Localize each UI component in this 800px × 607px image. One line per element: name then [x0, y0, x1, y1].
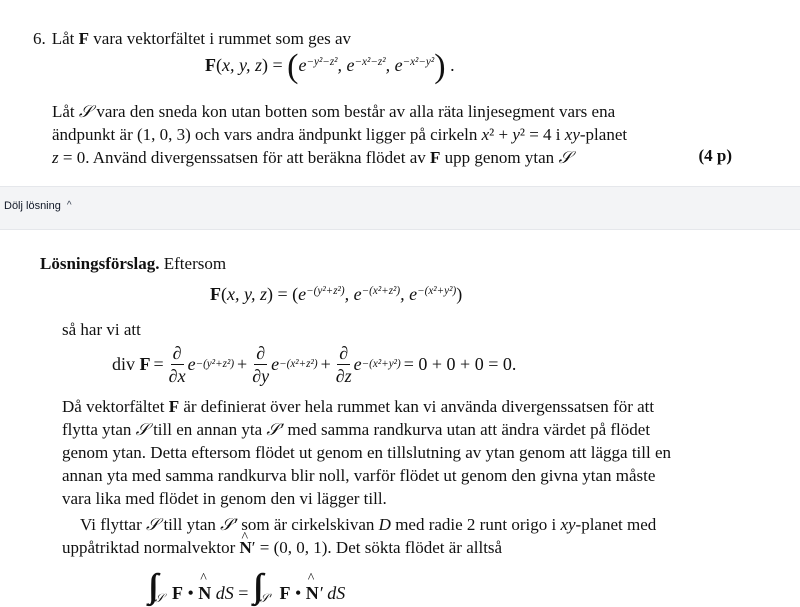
hide-solution-button[interactable]	[4, 200, 72, 212]
problem-text-line-1: Låt 𝒮 vara den sneda kon utan botten som består av alla räta linjesegment vars ena	[52, 102, 616, 121]
chevron-up-icon: ^	[66, 200, 72, 211]
flux-equation: ∫∫ 𝒮 F • ^ N dS = ∫∫ 𝒮′ F • ^ N ′ dS	[148, 564, 345, 604]
divergence-equation: div F = $\frac{\partial}{\partial x}$ e −(y²+z²) + $\frac{\partial}{\partial y}$ e −(x²+z²) + $\frac{\partial}{\partial z}$ e −(x²+y²) = 0 + 0 + 0 = 0.	[112, 342, 517, 386]
problem-statement	[0, 0, 800, 182]
paragraph-1-line-1: Då vektorfältet F är definierat över hela rummet kan vi använda divergenssatsen för att	[62, 397, 655, 416]
solution-section	[0, 228, 800, 607]
vector-field-equation-2: F(x, y, $z) = (e^{-(y^2+z^2)}$, $e^{-(x^2+z^2)}$, $e^{-(x^2+y^2)}$)	[210, 284, 463, 304]
paragraph-2-line-1: Vi flyttar 𝒮 till ytan 𝒮′ som är cirkelskivan D med radie 2 runt origo i xy-planet med	[80, 515, 657, 534]
problem-text-line-2: ändpunkt är (1, 0, 3) och vars andra ändpunkt ligger på cirkeln x² + y² = 4 i xy-planet	[52, 125, 628, 144]
problem-text-line-3: z = 0. Använd divergenssatsen för att beräkna flödet av F upp genom ytan 𝒮	[52, 148, 572, 167]
paragraph-1-line-3: genom ytan. Detta eftersom flödet ut genom en tillslutning av ytan genom att lägga till en	[62, 443, 672, 462]
paragraph-1-line-2: flytta ytan 𝒮 till en annan yta 𝒮′ med samma randkurva utan att ändra värdet på flödet	[62, 420, 651, 439]
paragraph-1-line-5: vara lika med flödet in genom den vi lägger till.	[62, 489, 387, 508]
vector-field-equation: F(x, y, $z) = (e^{-y^2-z^2}$, $e^{-x^2-z^2}$, $e^{-x^2-y^2}$) .	[205, 48, 455, 85]
paragraph-1-line-4: annan yta med samma randkurva blir noll, varför flödet ut genom den givna ytan måste	[62, 466, 656, 485]
solution-heading	[40, 254, 226, 274]
points-label: (4 p)	[698, 146, 732, 165]
hide-solution-label: Dölj lösning	[4, 200, 61, 212]
sa-har-text: så har vi att	[62, 320, 141, 339]
problem-intro: 6. Låt F vara vektorfältet i rummet som ges av	[33, 29, 352, 48]
solution-heading-rest: Eftersom	[163, 254, 227, 273]
problem-number: 6.	[33, 29, 46, 48]
solution-toggle-bar	[0, 186, 800, 230]
paragraph-2-line-2: uppåtriktad normalvektor ^ N′ = (0, 0, 1). Det sökta flödet är alltså	[62, 536, 742, 559]
solution-heading-label: Lösningsförslag.	[40, 254, 160, 273]
